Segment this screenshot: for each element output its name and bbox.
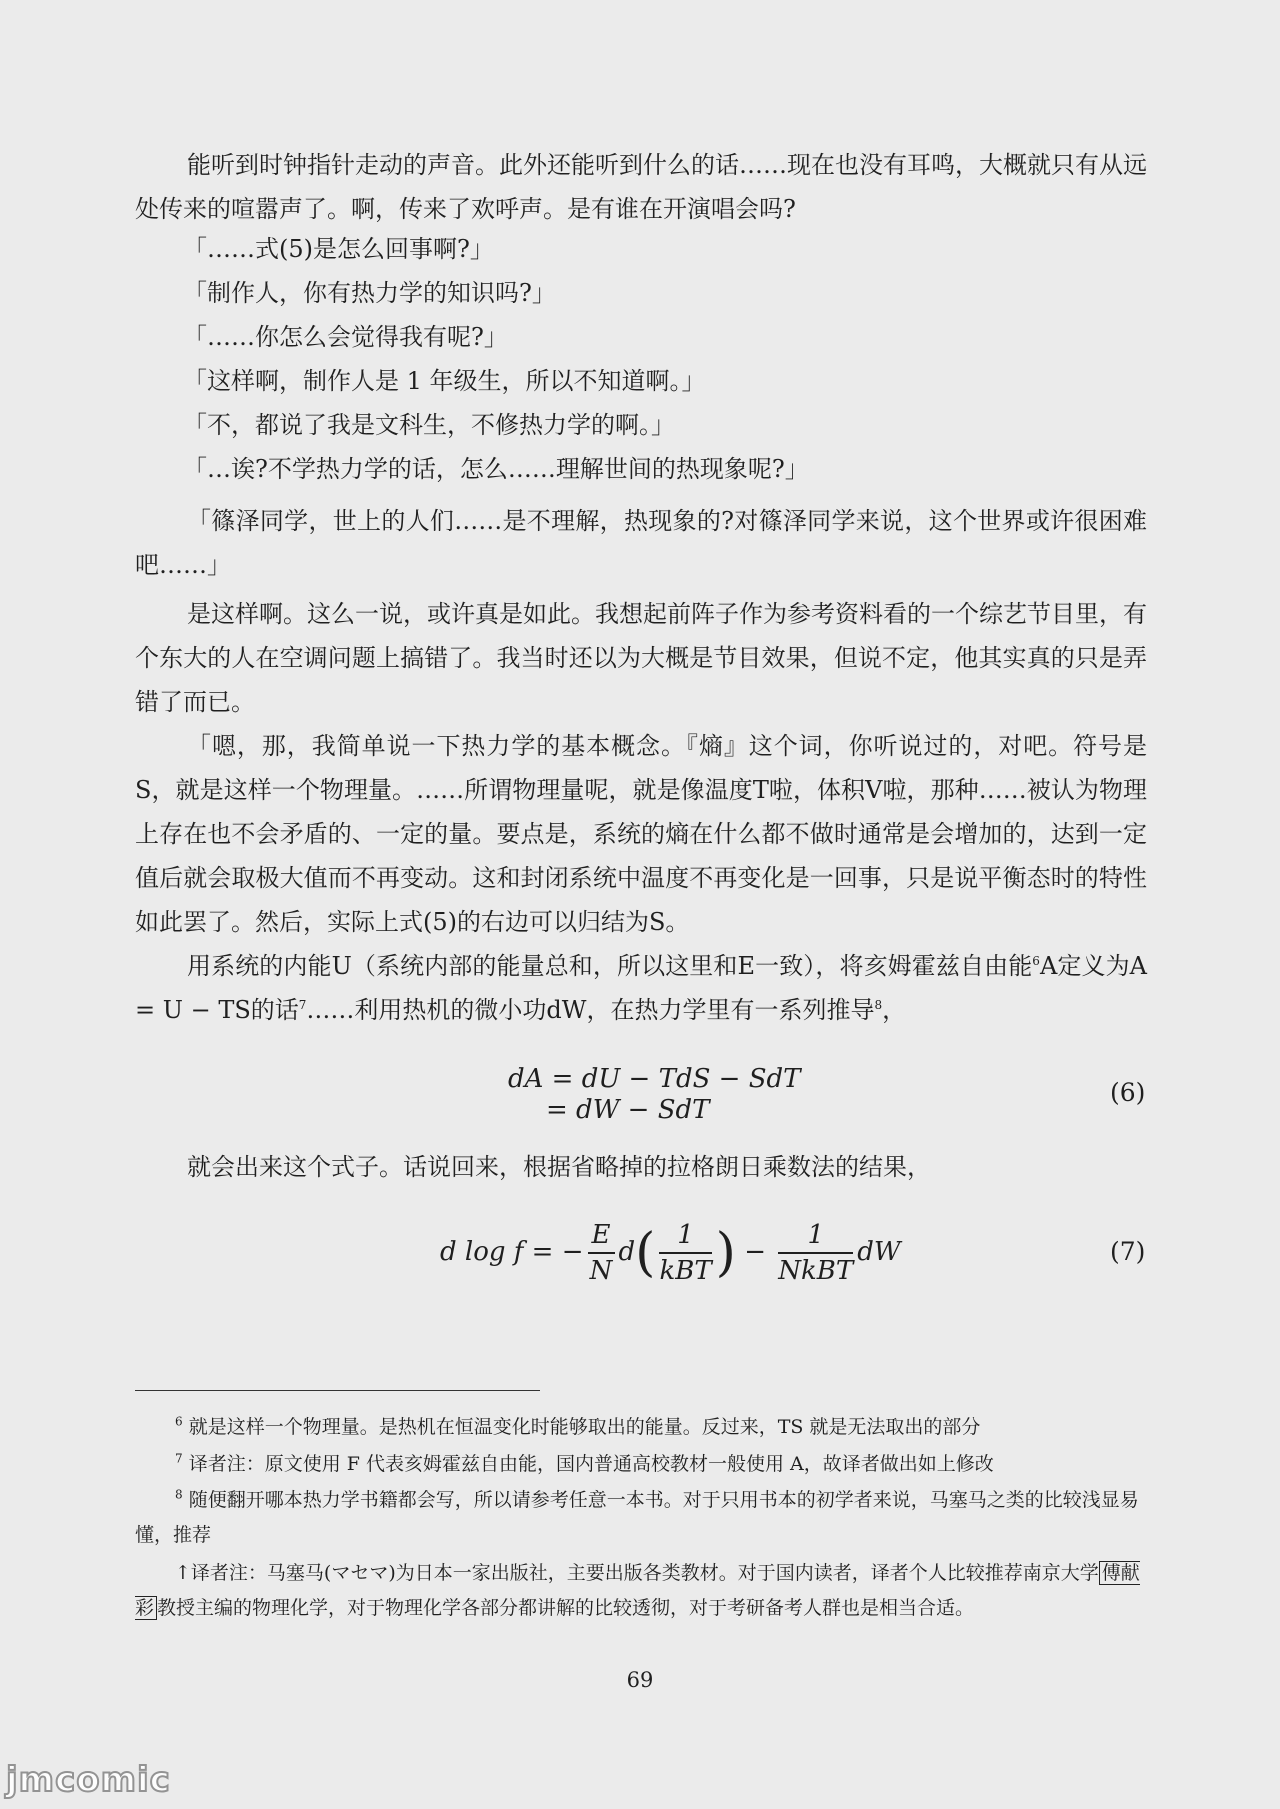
equation-7-body: [440, 1220, 901, 1286]
eq-dW: dW: [857, 1237, 901, 1267]
dialogue-line: 「制作人，你有热力学的知识吗?」: [183, 279, 556, 307]
dialogue-line: 「…诶?不学热力学的话，怎么……理解世间的热现象呢?」: [183, 455, 809, 483]
paragraph-shinozawa: 「篠泽同学，世上的人们……是不理解，热现象的?对篠泽同学来说，这个世界或许很困难吧……」: [135, 507, 1147, 579]
paragraph-clock: 能听到时钟指针走动的声音。此外还能听到什么的话……现在也没有耳鸣，大概就只有从远处传来的喧嚣声了。啊，传来了欢呼声。是有谁在开演唱会吗?: [135, 151, 1147, 223]
equation-6-line1: dA = dU − TdS − SdT: [508, 1064, 801, 1094]
eq-lhs: d log f = −: [440, 1237, 584, 1267]
text-run: ，: [882, 996, 907, 1024]
footnote-text: 译者注：原文使用 F 代表亥姆霍兹自由能，国内普通高校教材一般使用 A，故译者做出如上修改: [188, 1453, 994, 1475]
equation-6-line2: = dW − SdT: [546, 1095, 710, 1125]
equation-number: (7): [1110, 1237, 1146, 1266]
footnote-8: [135, 1483, 1147, 1553]
translator-note: [135, 1556, 1147, 1626]
note-text: 教授主编的物理化学，对于物理化学各部分都讲解的比较透彻，对于考研备考人群也是相当合适。: [157, 1597, 975, 1619]
fraction-1-over-NkBT: [778, 1220, 853, 1286]
text-run: 用系统的内能U（系统内部的能量总和，所以这里和E一致），将亥姆霍兹自由能: [187, 952, 1033, 980]
footnote-6: [135, 1410, 1147, 1445]
eq-minus: −: [735, 1237, 775, 1267]
text-run: ……利用热机的微小功dW，在热力学里有一系列推导: [306, 996, 875, 1024]
eq-numerator: E: [588, 1220, 615, 1254]
footnote-divider: [135, 1390, 540, 1391]
dialogue-line: 「不，都说了我是文科生，不修热力学的啊。」: [183, 411, 675, 439]
text-run: A定义为A = U − TS的话: [135, 952, 1147, 1024]
watermark-logo: jmcomic: [6, 1760, 171, 1800]
footnote-mark: 7: [175, 1451, 183, 1466]
paragraph-entropy: 「嗯，那，我简单说一下热力学的基本概念。『熵』这个词，你听说过的，对吧。符号是S，就是这样一个物理量。……所谓物理量呢，就是像温度T啦，体积V啦，那种……被认为物理上存在也不会矛盾的、一定的量。要点是，系统的熵在什么都不做时通常是会增加的，达到一定值后就会取极大值而不再变动。这和封闭系统中温度不再变化是一回事，只是说平衡态时的特性如此罢了。然后，实际上式(5)的右边可以归结为S。: [135, 732, 1147, 936]
note-text: ↑译者注：马塞马(マセマ)为日本一家出版社，主要出版各类教材。对于国内读者，译者个人比较推荐南京大学: [175, 1562, 1099, 1584]
dialogue-line: 「这样啊，制作人是 1 年级生，所以不知道啊。」: [183, 367, 706, 395]
footnote-7: [135, 1447, 1147, 1482]
footnote-text: 就是这样一个物理量。是热机在恒温变化时能够取出的能量。反过来，TS 就是无法取出的部分: [188, 1416, 981, 1438]
footnote-text: 随便翻开哪本热力学书籍都会写，所以请参考任意一本书。对于只用书本的初学者来说，马塞马之类的比较浅显易懂，推荐: [135, 1489, 1139, 1546]
eq-denominator: N: [589, 1256, 613, 1286]
paragraph-variety-show: 是这样啊。这么一说，或许真是如此。我想起前阵子作为参考资料看的一个综艺节目里，有个东大的人在空调问题上搞错了。我当时还以为大概是节目效果，但说不定，他其实真的只是弄错了而已。: [135, 600, 1147, 716]
eq-d: d: [618, 1237, 636, 1267]
dialogue-line: 「……你怎么会觉得我有呢?」: [183, 323, 508, 351]
fraction-1-over-kBT: [659, 1220, 711, 1286]
eq-denominator: NkBT: [778, 1256, 854, 1286]
eq-numerator: 1: [778, 1220, 853, 1254]
boxed-name: 傅献彩: [135, 1562, 1140, 1619]
equation-number: (6): [1110, 1078, 1146, 1107]
left-paren: (: [635, 1223, 656, 1283]
dialogue-line: 「……式(5)是怎么回事啊?」: [183, 235, 494, 263]
right-paren: ): [715, 1223, 736, 1283]
eq-numerator: 1: [659, 1220, 711, 1254]
footnote-mark: 6: [175, 1414, 183, 1429]
footnote-ref[interactable]: 6: [1032, 954, 1040, 968]
paragraph-lagrange: 就会出来这个式子。话说回来，根据省略掉的拉格朗日乘数法的结果，: [187, 1153, 931, 1181]
paragraph-helmholtz: [135, 944, 1147, 1032]
footnote-mark: 8: [175, 1487, 183, 1502]
fraction-E-over-N: [588, 1220, 615, 1286]
page-number: 69: [626, 1668, 654, 1692]
footnote-ref[interactable]: 8: [874, 998, 883, 1012]
eq-denominator: kBT: [659, 1256, 712, 1286]
footnote-ref[interactable]: 7: [298, 998, 307, 1012]
